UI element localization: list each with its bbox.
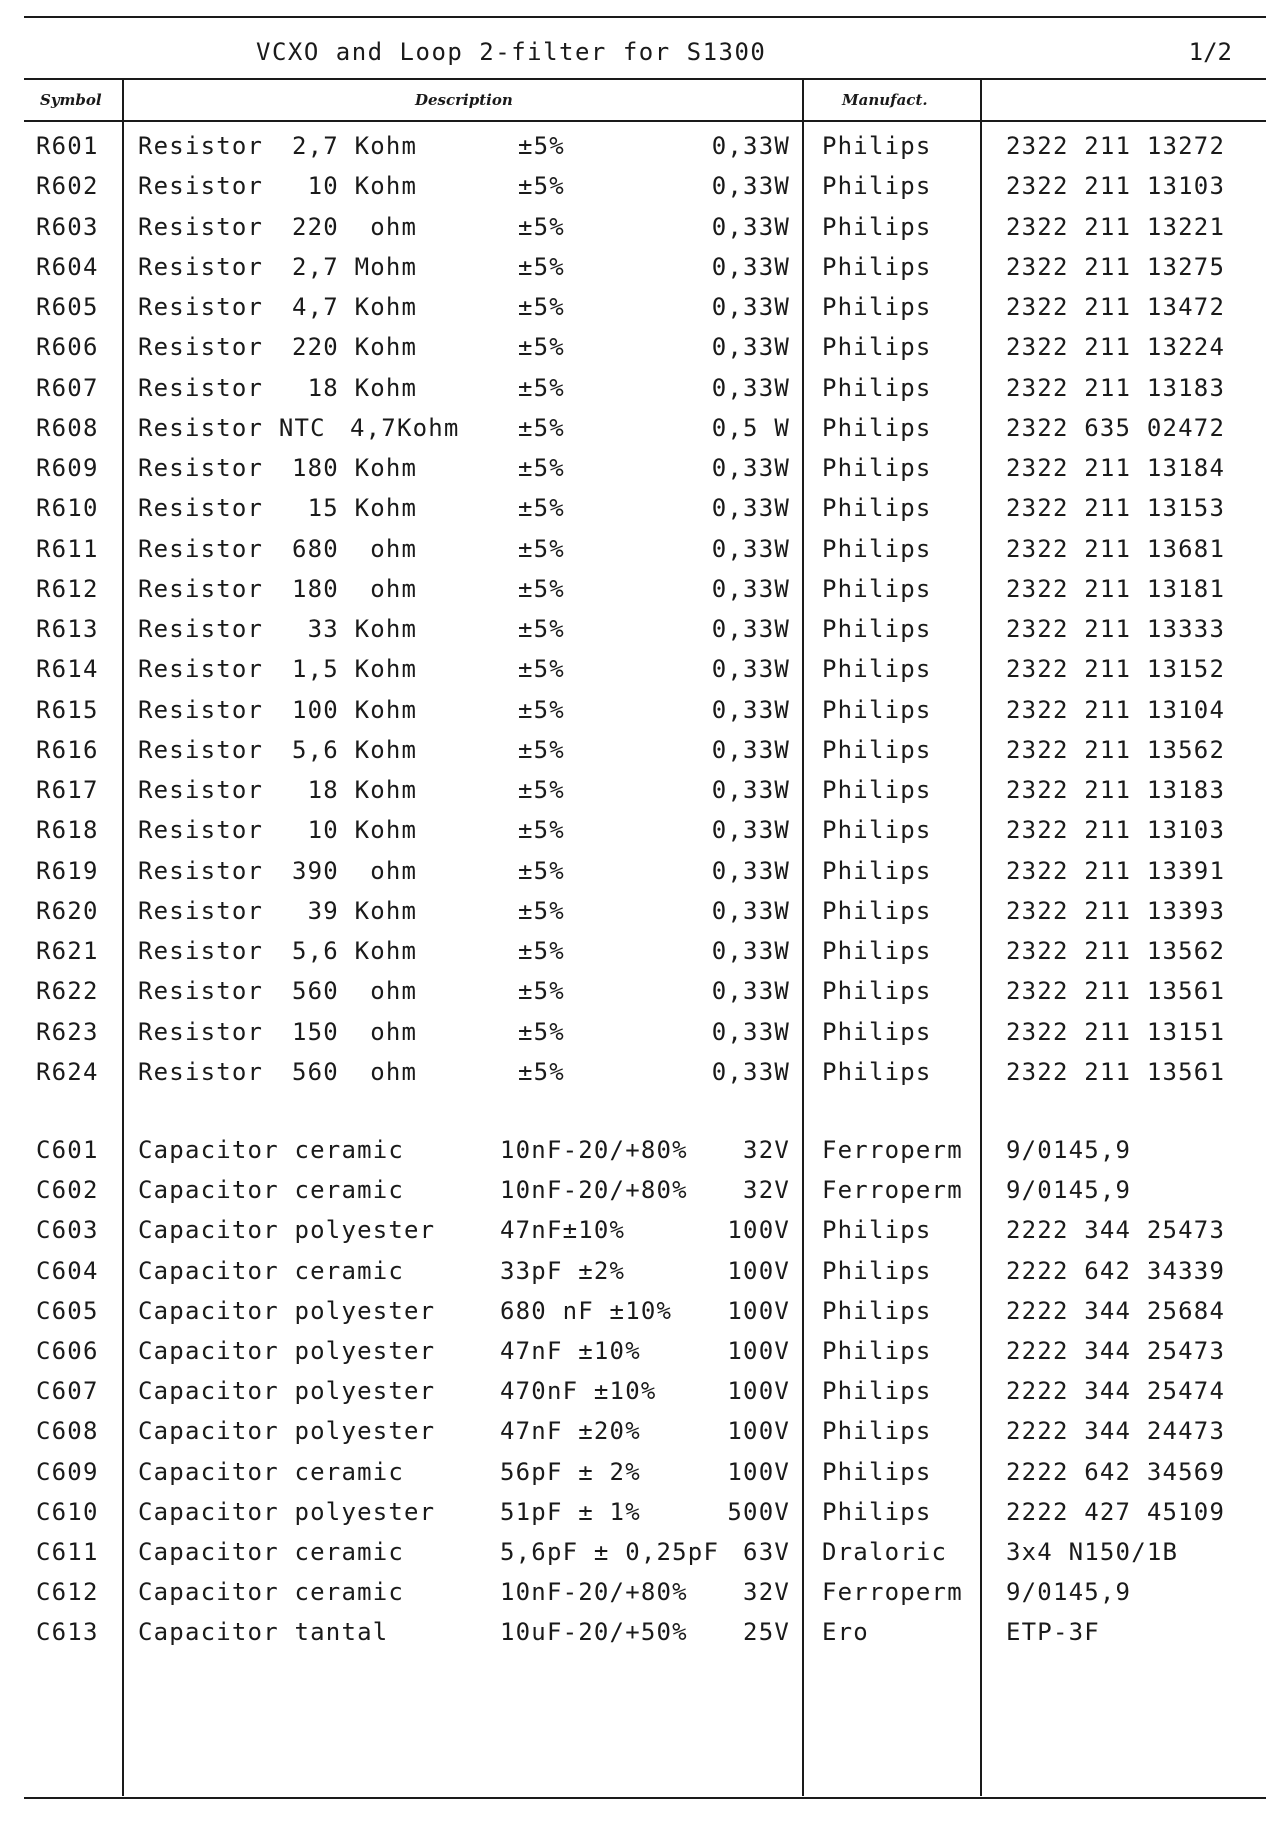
- part-value: 470nF ±10%: [500, 1377, 657, 1405]
- part-value: 4,7 Kohm: [292, 293, 418, 321]
- part-value: 2,7 Mohm: [292, 253, 418, 281]
- part-number: 2222 642 34569: [1006, 1458, 1226, 1486]
- part-manufacturer: Philips: [822, 857, 932, 885]
- part-tolerance: ±5%: [518, 374, 565, 402]
- part-number: 2322 211 13103: [1006, 172, 1226, 200]
- part-value: 33pF ±2%: [500, 1257, 626, 1285]
- part-manufacturer: Philips: [822, 615, 932, 643]
- part-symbol: R602: [36, 172, 99, 200]
- part-number: 2322 211 13472: [1006, 293, 1226, 321]
- part-description: Resistor: [138, 615, 264, 643]
- part-description: Capacitor polyester: [138, 1297, 436, 1325]
- part-symbol: R608: [36, 414, 99, 442]
- part-symbol: R615: [36, 696, 99, 724]
- part-number: 2322 635 02472: [1006, 414, 1226, 442]
- part-manufacturer: Ferroperm: [822, 1136, 963, 1164]
- part-value: 10 Kohm: [292, 816, 418, 844]
- part-number: ETP-3F: [1006, 1618, 1100, 1646]
- part-symbol: C605: [36, 1297, 99, 1325]
- part-tolerance: ±5%: [518, 897, 565, 925]
- part-manufacturer: Ferroperm: [822, 1578, 963, 1606]
- part-voltage-rating: 100V: [727, 1216, 790, 1244]
- part-description: Resistor: [138, 213, 264, 241]
- part-description: Resistor: [138, 937, 264, 965]
- part-symbol: C610: [36, 1498, 99, 1526]
- part-description: Resistor: [138, 374, 264, 402]
- part-manufacturer: Philips: [822, 494, 932, 522]
- part-value: 33 Kohm: [292, 615, 418, 643]
- part-number: 2322 211 13184: [1006, 454, 1226, 482]
- part-number: 9/0145,9: [1006, 1176, 1132, 1204]
- part-symbol: R603: [36, 213, 99, 241]
- part-symbol: R612: [36, 575, 99, 603]
- part-manufacturer: Philips: [822, 374, 932, 402]
- column-divider-symbol: [122, 80, 124, 1796]
- part-value: 15 Kohm: [292, 494, 418, 522]
- part-symbol: R613: [36, 615, 99, 643]
- part-tolerance: ±5%: [518, 857, 565, 885]
- part-power-rating: 0,33W: [711, 655, 790, 683]
- part-number: 2322 211 13562: [1006, 736, 1226, 764]
- part-tolerance: ±5%: [518, 1018, 565, 1046]
- part-description: Resistor: [138, 575, 264, 603]
- part-value: 39 Kohm: [292, 897, 418, 925]
- part-symbol: C601: [36, 1136, 99, 1164]
- part-manufacturer: Philips: [822, 454, 932, 482]
- part-value: 390 ohm: [292, 857, 418, 885]
- part-value: 5,6 Kohm: [292, 736, 418, 764]
- part-value: 1,5 Kohm: [292, 655, 418, 683]
- part-manufacturer: Philips: [822, 172, 932, 200]
- column-divider-manufacturer: [980, 80, 982, 1796]
- column-header-description: Description: [415, 91, 513, 109]
- part-tolerance: ±5%: [518, 736, 565, 764]
- part-description: Resistor: [138, 535, 264, 563]
- column-header-manufacturer: Manufact.: [842, 91, 928, 109]
- part-voltage-rating: 25V: [743, 1618, 790, 1646]
- part-value: 150 ohm: [292, 1018, 418, 1046]
- part-number: 2322 211 13272: [1006, 132, 1226, 160]
- part-value: 47nF±10%: [500, 1216, 626, 1244]
- part-description: Capacitor ceramic: [138, 1176, 405, 1204]
- part-value: 100 Kohm: [292, 696, 418, 724]
- part-power-rating: 0,33W: [711, 816, 790, 844]
- part-manufacturer: Philips: [822, 535, 932, 563]
- part-tolerance: ±5%: [518, 937, 565, 965]
- part-voltage-rating: 100V: [727, 1417, 790, 1445]
- part-number: 2322 211 13561: [1006, 977, 1226, 1005]
- part-number: 2322 211 13275: [1006, 253, 1226, 281]
- part-symbol: R609: [36, 454, 99, 482]
- part-description: Resistor: [138, 293, 264, 321]
- part-tolerance: ±5%: [518, 696, 565, 724]
- part-tolerance: ±5%: [518, 333, 565, 361]
- part-tolerance: ±5%: [518, 293, 565, 321]
- column-header-symbol: Symbol: [40, 91, 102, 109]
- part-number: 9/0145,9: [1006, 1136, 1132, 1164]
- part-number: 2322 211 13224: [1006, 333, 1226, 361]
- part-number: 2322 211 13104: [1006, 696, 1226, 724]
- part-manufacturer: Philips: [822, 1018, 932, 1046]
- part-manufacturer: Draloric: [822, 1538, 948, 1566]
- part-symbol: R622: [36, 977, 99, 1005]
- part-value: 18 Kohm: [292, 374, 418, 402]
- part-manufacturer: Philips: [822, 414, 932, 442]
- part-power-rating: 0,33W: [711, 1018, 790, 1046]
- part-power-rating: 0,33W: [711, 575, 790, 603]
- page-title: VCXO and Loop 2-filter for S1300: [256, 38, 767, 66]
- part-voltage-rating: 500V: [727, 1498, 790, 1526]
- part-symbol: R617: [36, 776, 99, 804]
- part-value: 10nF-20/+80%: [500, 1578, 688, 1606]
- bottom-rule: [24, 1797, 1266, 1799]
- part-symbol: C602: [36, 1176, 99, 1204]
- part-symbol: R605: [36, 293, 99, 321]
- part-tolerance: ±5%: [518, 615, 565, 643]
- part-number: 2322 211 13103: [1006, 816, 1226, 844]
- part-value: 10nF-20/+80%: [500, 1136, 688, 1164]
- part-manufacturer: Philips: [822, 132, 932, 160]
- part-symbol: C609: [36, 1458, 99, 1486]
- part-manufacturer: Philips: [822, 1257, 932, 1285]
- part-number: 2322 211 13221: [1006, 213, 1226, 241]
- part-symbol: R601: [36, 132, 99, 160]
- part-description: Resistor: [138, 857, 264, 885]
- part-value: 180 ohm: [292, 575, 418, 603]
- part-manufacturer: Ferroperm: [822, 1176, 963, 1204]
- part-number: 2322 211 13391: [1006, 857, 1226, 885]
- part-power-rating: 0,33W: [711, 293, 790, 321]
- part-symbol: C613: [36, 1618, 99, 1646]
- part-description: Resistor: [138, 1058, 264, 1086]
- part-number: 2322 211 13561: [1006, 1058, 1226, 1086]
- part-symbol: R604: [36, 253, 99, 281]
- part-power-rating: 0,33W: [711, 253, 790, 281]
- part-manufacturer: Philips: [822, 897, 932, 925]
- part-voltage-rating: 100V: [727, 1337, 790, 1365]
- part-power-rating: 0,33W: [711, 615, 790, 643]
- part-manufacturer: Philips: [822, 1058, 932, 1086]
- part-description: Resistor NTC: [138, 414, 326, 442]
- part-number: 2322 211 13393: [1006, 897, 1226, 925]
- part-manufacturer: Philips: [822, 333, 932, 361]
- part-voltage-rating: 32V: [743, 1176, 790, 1204]
- part-power-rating: 0,33W: [711, 535, 790, 563]
- part-manufacturer: Philips: [822, 1498, 932, 1526]
- part-value: 4,7Kohm: [350, 414, 460, 442]
- part-manufacturer: Philips: [822, 776, 932, 804]
- part-description: Resistor: [138, 454, 264, 482]
- part-description: Capacitor polyester: [138, 1216, 436, 1244]
- part-voltage-rating: 32V: [743, 1578, 790, 1606]
- part-symbol: R611: [36, 535, 99, 563]
- part-tolerance: ±5%: [518, 575, 565, 603]
- part-number: 2322 211 13181: [1006, 575, 1226, 603]
- part-voltage-rating: 63V: [743, 1538, 790, 1566]
- part-number: 2222 344 25684: [1006, 1297, 1226, 1325]
- part-power-rating: 0,33W: [711, 494, 790, 522]
- part-description: Resistor: [138, 816, 264, 844]
- part-symbol: R619: [36, 857, 99, 885]
- part-number: 2322 211 13183: [1006, 776, 1226, 804]
- part-symbol: R623: [36, 1018, 99, 1046]
- part-description: Resistor: [138, 736, 264, 764]
- part-manufacturer: Philips: [822, 977, 932, 1005]
- part-description: Resistor: [138, 655, 264, 683]
- part-description: Capacitor polyester: [138, 1337, 436, 1365]
- part-value: 10uF-20/+50%: [500, 1618, 688, 1646]
- part-tolerance: ±5%: [518, 414, 565, 442]
- part-tolerance: ±5%: [518, 655, 565, 683]
- part-number: 3x4 N150/1B: [1006, 1538, 1179, 1566]
- part-value: 680 ohm: [292, 535, 418, 563]
- part-description: Resistor: [138, 776, 264, 804]
- part-number: 2322 211 13681: [1006, 535, 1226, 563]
- part-description: Capacitor polyester: [138, 1377, 436, 1405]
- part-description: Resistor: [138, 333, 264, 361]
- part-symbol: R607: [36, 374, 99, 402]
- part-value: 56pF ± 2%: [500, 1458, 641, 1486]
- part-number: 2322 211 13152: [1006, 655, 1226, 683]
- part-power-rating: 0,5 W: [711, 414, 790, 442]
- part-number: 2322 211 13151: [1006, 1018, 1226, 1046]
- part-description: Resistor: [138, 253, 264, 281]
- part-manufacturer: Ero: [822, 1618, 869, 1646]
- header-bottom-rule: [24, 120, 1266, 122]
- part-description: Capacitor polyester: [138, 1417, 436, 1445]
- part-value: 680 nF ±10%: [500, 1297, 673, 1325]
- part-description: Resistor: [138, 494, 264, 522]
- part-symbol: R620: [36, 897, 99, 925]
- part-description: Capacitor ceramic: [138, 1136, 405, 1164]
- part-manufacturer: Philips: [822, 655, 932, 683]
- part-symbol: C608: [36, 1417, 99, 1445]
- part-number: 2222 344 24473: [1006, 1417, 1226, 1445]
- part-manufacturer: Philips: [822, 213, 932, 241]
- part-symbol: R606: [36, 333, 99, 361]
- part-value: 10 Kohm: [292, 172, 418, 200]
- part-manufacturer: Philips: [822, 1458, 932, 1486]
- part-description: Capacitor ceramic: [138, 1538, 405, 1566]
- part-manufacturer: Philips: [822, 293, 932, 321]
- part-number: 2222 344 25473: [1006, 1337, 1226, 1365]
- part-symbol: R618: [36, 816, 99, 844]
- part-tolerance: ±5%: [518, 816, 565, 844]
- part-symbol: R621: [36, 937, 99, 965]
- part-power-rating: 0,33W: [711, 937, 790, 965]
- part-power-rating: 0,33W: [711, 736, 790, 764]
- part-symbol: R616: [36, 736, 99, 764]
- part-number: 2222 344 25474: [1006, 1377, 1226, 1405]
- part-manufacturer: Philips: [822, 736, 932, 764]
- part-power-rating: 0,33W: [711, 897, 790, 925]
- part-description: Resistor: [138, 977, 264, 1005]
- part-description: Resistor: [138, 897, 264, 925]
- part-number: 2222 427 45109: [1006, 1498, 1226, 1526]
- part-value: 51pF ± 1%: [500, 1498, 641, 1526]
- part-description: Resistor: [138, 172, 264, 200]
- part-voltage-rating: 100V: [727, 1297, 790, 1325]
- part-tolerance: ±5%: [518, 1058, 565, 1086]
- part-manufacturer: Philips: [822, 575, 932, 603]
- part-tolerance: ±5%: [518, 977, 565, 1005]
- part-value: 10nF-20/+80%: [500, 1176, 688, 1204]
- part-value: 5,6 Kohm: [292, 937, 418, 965]
- part-value: 220 Kohm: [292, 333, 418, 361]
- part-power-rating: 0,33W: [711, 776, 790, 804]
- part-power-rating: 0,33W: [711, 454, 790, 482]
- part-description: Capacitor polyester: [138, 1498, 436, 1526]
- part-description: Capacitor tantal: [138, 1618, 389, 1646]
- part-manufacturer: Philips: [822, 1337, 932, 1365]
- part-description: Capacitor ceramic: [138, 1578, 405, 1606]
- part-voltage-rating: 100V: [727, 1377, 790, 1405]
- part-voltage-rating: 32V: [743, 1136, 790, 1164]
- part-symbol: R614: [36, 655, 99, 683]
- part-description: Resistor: [138, 696, 264, 724]
- part-number: 2322 211 13153: [1006, 494, 1226, 522]
- part-manufacturer: Philips: [822, 937, 932, 965]
- part-symbol: C612: [36, 1578, 99, 1606]
- part-value: 560 ohm: [292, 1058, 418, 1086]
- part-power-rating: 0,33W: [711, 1058, 790, 1086]
- part-symbol: C607: [36, 1377, 99, 1405]
- part-power-rating: 0,33W: [711, 172, 790, 200]
- part-symbol: C603: [36, 1216, 99, 1244]
- part-number: 2322 211 13183: [1006, 374, 1226, 402]
- part-number: 9/0145,9: [1006, 1578, 1132, 1606]
- part-value: 220 ohm: [292, 213, 418, 241]
- part-description: Resistor: [138, 1018, 264, 1046]
- part-power-rating: 0,33W: [711, 977, 790, 1005]
- top-rule: [24, 16, 1266, 18]
- part-symbol: C606: [36, 1337, 99, 1365]
- part-manufacturer: Philips: [822, 696, 932, 724]
- part-voltage-rating: 100V: [727, 1257, 790, 1285]
- part-voltage-rating: 100V: [727, 1458, 790, 1486]
- part-value: 2,7 Kohm: [292, 132, 418, 160]
- part-value: 5,6pF ± 0,25pF: [500, 1538, 720, 1566]
- part-number: 2322 211 13562: [1006, 937, 1226, 965]
- part-number: 2322 211 13333: [1006, 615, 1226, 643]
- part-manufacturer: Philips: [822, 1216, 932, 1244]
- part-manufacturer: Philips: [822, 816, 932, 844]
- part-manufacturer: Philips: [822, 253, 932, 281]
- page-number: 1/2: [1188, 38, 1232, 66]
- part-symbol: C611: [36, 1538, 99, 1566]
- part-number: 2222 344 25473: [1006, 1216, 1226, 1244]
- part-tolerance: ±5%: [518, 213, 565, 241]
- part-power-rating: 0,33W: [711, 696, 790, 724]
- part-tolerance: ±5%: [518, 535, 565, 563]
- part-manufacturer: Philips: [822, 1417, 932, 1445]
- part-power-rating: 0,33W: [711, 374, 790, 402]
- part-tolerance: ±5%: [518, 494, 565, 522]
- part-power-rating: 0,33W: [711, 857, 790, 885]
- part-tolerance: ±5%: [518, 454, 565, 482]
- part-number: 2222 642 34339: [1006, 1257, 1226, 1285]
- header-top-rule: [24, 78, 1266, 80]
- part-power-rating: 0,33W: [711, 132, 790, 160]
- part-value: 180 Kohm: [292, 454, 418, 482]
- part-manufacturer: Philips: [822, 1377, 932, 1405]
- part-value: 560 ohm: [292, 977, 418, 1005]
- part-description: Resistor: [138, 132, 264, 160]
- part-power-rating: 0,33W: [711, 333, 790, 361]
- part-value: 47nF ±10%: [500, 1337, 641, 1365]
- part-tolerance: ±5%: [518, 172, 565, 200]
- part-tolerance: ±5%: [518, 776, 565, 804]
- part-tolerance: ±5%: [518, 253, 565, 281]
- part-value: 18 Kohm: [292, 776, 418, 804]
- part-power-rating: 0,33W: [711, 213, 790, 241]
- part-symbol: R610: [36, 494, 99, 522]
- part-value: 47nF ±20%: [500, 1417, 641, 1445]
- column-divider-description: [802, 80, 804, 1796]
- part-symbol: R624: [36, 1058, 99, 1086]
- part-tolerance: ±5%: [518, 132, 565, 160]
- part-description: Capacitor ceramic: [138, 1458, 405, 1486]
- part-description: Capacitor ceramic: [138, 1257, 405, 1285]
- part-symbol: C604: [36, 1257, 99, 1285]
- part-manufacturer: Philips: [822, 1297, 932, 1325]
